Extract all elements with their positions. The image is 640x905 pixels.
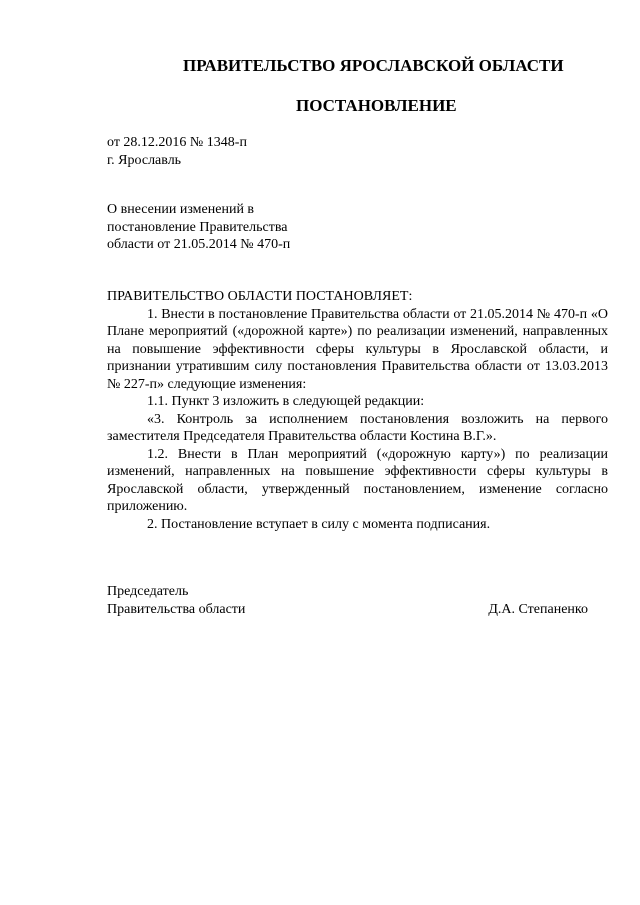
signature-block bbox=[107, 583, 588, 618]
document-meta bbox=[107, 134, 247, 169]
clause-1-2: 1.2. Внести в План мероприятий («дорожную карту») по реализации изменений, направленных на повышение эффективности сферы культуры в Ярославской области, утвержденный постановлением, изменение согласно приложению. bbox=[107, 446, 608, 514]
subject-line: О внесении изменений в bbox=[107, 202, 255, 217]
clause-1-1: 1.1. Пункт 3 изложить в следующей редакции: bbox=[147, 394, 425, 409]
subject-line: постановление Правительства bbox=[107, 219, 288, 235]
subject-line: области от 21.05.2014 № 470-п bbox=[107, 237, 291, 252]
signature-row bbox=[107, 601, 588, 619]
signer-position: Правительства области bbox=[107, 601, 246, 617]
clause-1: 1. Внести в постановление Правительства области от 21.05.2014 № 470-п «О Плане мероприятий («дорожной карте») по реализации изменений, направленных на повышение эффективности сферы культуры в Ярославской области, и признании утратившим силу постановления Правительства области от 13.03.2013 № 227-п» следующие изменения: bbox=[107, 306, 608, 392]
document-body bbox=[107, 288, 608, 533]
place-of-issue: г. Ярославль bbox=[107, 152, 182, 168]
document-type: ПОСТАНОВЛЕНИЕ bbox=[296, 96, 457, 115]
signer-position: Председатель bbox=[107, 584, 189, 599]
enacting-clause: ПРАВИТЕЛЬСТВО ОБЛАСТИ ПОСТАНОВЛЯЕТ: bbox=[107, 289, 413, 304]
clause-2: 2. Постановление вступает в силу с момента подписания. bbox=[147, 516, 491, 532]
clause-1-1-text: «3. Контроль за исполнением постановления возложить на первого заместителя Председателя Правительства области Костина В.Г.». bbox=[107, 411, 608, 444]
document-subject bbox=[107, 201, 290, 254]
date-and-number: от 28.12.2016 № 1348-п bbox=[107, 135, 247, 150]
issuing-authority: ПРАВИТЕЛЬСТВО ЯРОСЛАВСКОЙ ОБЛАСТИ bbox=[183, 56, 564, 75]
signer-name: Д.А. Степаненко bbox=[488, 601, 588, 617]
